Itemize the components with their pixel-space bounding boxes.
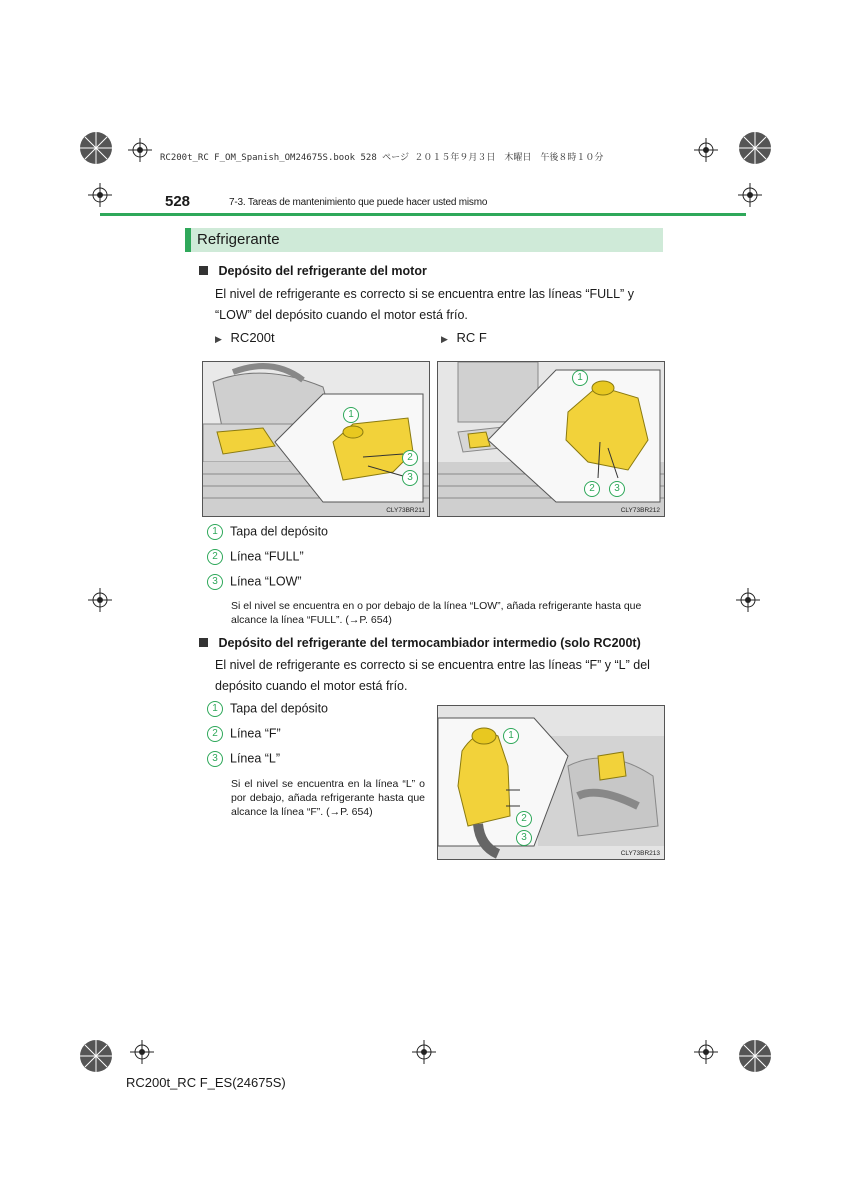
crosshair-mark-icon	[694, 1040, 718, 1064]
intercooler-tank-description: El nivel de refrigerante es correcto si se encuentra entre las líneas “F” y “L” del depósito cuando el motor está frío.	[215, 658, 650, 693]
figure-code: CLY73BR213	[620, 850, 660, 857]
legend-item: 3 Línea “LOW”	[207, 574, 302, 590]
footer-code: RC200t_RC F_ES(24675S)	[126, 1075, 286, 1090]
engine-bay-illustration	[438, 362, 664, 516]
number-circle-icon: 1	[207, 701, 223, 717]
crosshair-mark-icon	[128, 138, 152, 162]
engine-tank-heading: Depósito del refrigerante del motor	[218, 264, 427, 278]
page-number: 528	[165, 193, 191, 210]
callout-2: 2	[584, 481, 600, 497]
engine-bay-illustration	[203, 362, 429, 516]
legend-item: 1 Tapa del depósito	[207, 701, 328, 717]
callout-1: 1	[503, 728, 519, 744]
number-circle-icon: 2	[207, 726, 223, 742]
variant-label-rcf: ▶ RC F	[441, 330, 487, 345]
callout-3: 3	[516, 830, 532, 846]
number-circle-icon: 3	[207, 751, 223, 767]
intercooler-tank-heading: Depósito del refrigerante del termocambiador intermedio (solo RC200t)	[218, 636, 641, 650]
figure-rcf-engine-tank	[437, 361, 665, 517]
intercooler-tank-note: Si el nivel se encuentra en la línea “L” o por debajo, añada refrigerante hasta que alcance la línea “F”. (→P. 654)	[231, 778, 425, 818]
figure-intercooler-tank	[437, 705, 665, 860]
callout-1: 1	[572, 370, 588, 386]
triangle-bullet-icon: ▶	[441, 334, 448, 344]
intercooler-tank-illustration	[438, 706, 664, 859]
legend-item: 2 Línea “F”	[207, 726, 281, 742]
number-circle-icon: 2	[207, 549, 223, 565]
header-rule	[100, 213, 746, 216]
registration-mark-icon	[735, 128, 775, 168]
callout-2: 2	[402, 450, 418, 466]
figure-rc200t-engine-tank	[202, 361, 430, 517]
engine-tank-description: El nivel de refrigerante es correcto si se encuentra entre las líneas “FULL” y “LOW” del depósito cuando el motor está frío.	[215, 287, 634, 322]
chapter-title: 7-3. Tareas de mantenimiento que puede hacer usted mismo	[229, 197, 488, 208]
crosshair-mark-icon	[694, 138, 718, 162]
crosshair-mark-icon	[412, 1040, 436, 1064]
engine-tank-note: Si el nivel se encuentra en o por debajo de la línea “LOW”, añada refrigerante hasta que alcance la línea “FULL”. (→P. 654)	[231, 600, 642, 626]
callout-3: 3	[609, 481, 625, 497]
print-header: RC200t_RC F_OM_Spanish_OM24675S.book 528 ページ ２０１５年９月３日 木曜日 午後８時１０分	[160, 153, 604, 163]
crosshair-mark-icon	[88, 183, 112, 207]
engine-tank-heading-row	[199, 262, 427, 280]
figure-code: CLY73BR212	[620, 507, 660, 514]
number-circle-icon: 1	[207, 524, 223, 540]
square-bullet-icon	[199, 266, 208, 275]
registration-mark-icon	[735, 1036, 775, 1076]
crosshair-mark-icon	[738, 183, 762, 207]
variant-label-rc200t: ▶ RC200t	[215, 330, 275, 345]
square-bullet-icon	[199, 638, 208, 647]
registration-mark-icon	[76, 1036, 116, 1076]
triangle-bullet-icon: ▶	[215, 334, 222, 344]
number-circle-icon: 3	[207, 574, 223, 590]
section-title: Refrigerante	[197, 231, 280, 248]
registration-mark-icon	[76, 128, 116, 168]
crosshair-mark-icon	[130, 1040, 154, 1064]
callout-1: 1	[343, 407, 359, 423]
crosshair-mark-icon	[736, 588, 760, 612]
figure-code: CLY73BR211	[386, 507, 425, 514]
callout-3: 3	[402, 470, 418, 486]
legend-item: 2 Línea “FULL”	[207, 549, 304, 565]
crosshair-mark-icon	[88, 588, 112, 612]
intercooler-tank-heading-row	[199, 634, 641, 652]
legend-item: 3 Línea “L”	[207, 751, 280, 767]
legend-item: 1 Tapa del depósito	[207, 524, 328, 540]
callout-2: 2	[516, 811, 532, 827]
